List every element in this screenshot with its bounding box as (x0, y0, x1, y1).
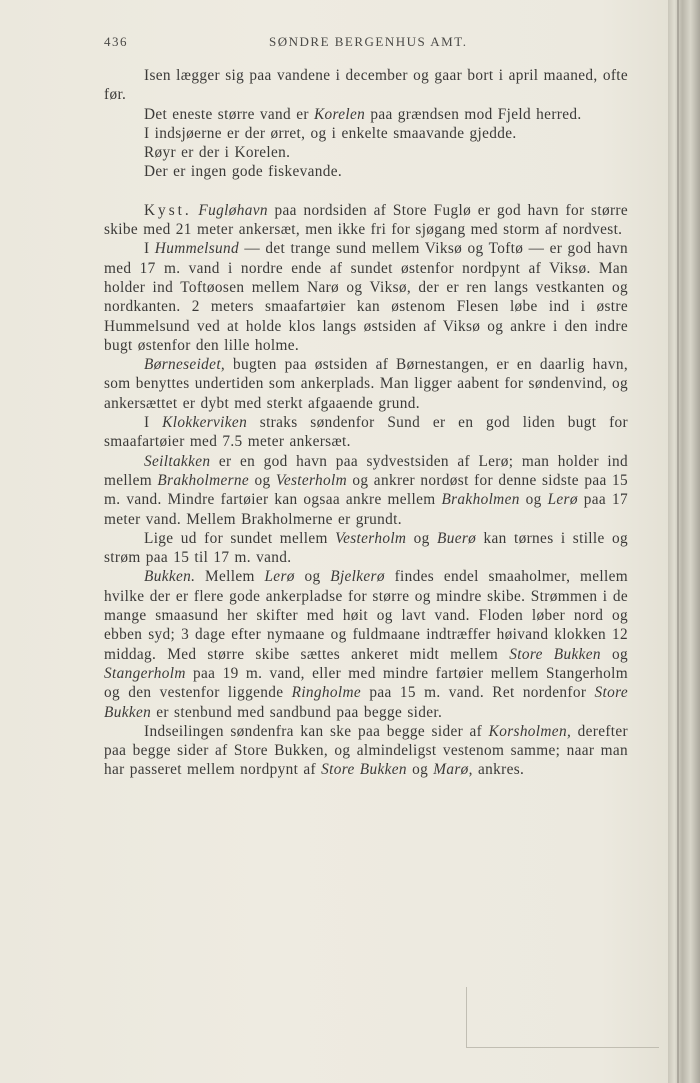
italic-place-name: Store Bukken (509, 645, 601, 663)
text-run: og (406, 761, 434, 779)
italic-place-name: Lerø (547, 491, 578, 509)
text-run: Mellem (195, 568, 265, 586)
spine-fold-line (677, 0, 679, 1083)
book-spine (668, 0, 700, 1083)
section-heading: Kyst. (144, 201, 192, 219)
text-run: straks søndenfor Sund er en god liden bugt for smaafartøier med 7.5 meter ankersæt. (104, 414, 628, 451)
paragraph-section-kyst (104, 201, 628, 240)
paragraph (104, 529, 628, 568)
paragraph (104, 413, 628, 452)
text-run: og (600, 645, 628, 663)
paragraph (104, 452, 628, 529)
text-run: og (519, 491, 548, 509)
italic-place-name: Vesterholm (335, 529, 407, 547)
italic-place-name: Lerø (264, 568, 295, 586)
italic-place-name: Korelen (313, 105, 366, 123)
text-run: er stenbund med sandbund paa begge sider. (151, 703, 443, 721)
text-run: Indseilingen søndenfra kan ske paa begge sider af (144, 722, 489, 740)
italic-place-name: Ringholme (291, 684, 362, 702)
text-run: og (294, 568, 331, 586)
text-run: Det eneste større vand er (144, 105, 314, 123)
italic-place-name: Buerø (437, 529, 477, 547)
italic-place-name: Klokkerviken (162, 414, 248, 432)
paragraph (104, 143, 628, 162)
text-run: findes endel smaaholmer, mellem hvilke der er flere gode ankerpladse for større og mindre skibe. Strømmen i de mange smaasund her skifter med høit og lavt vand. Floden løber nord og ebben syd; 3 dage efter nymaane og fuldmaane indtræffer høivand klokken 12 middag. Med større skibe sættes ankeret midt mellem (104, 568, 628, 663)
text-run: paa grændsen mod Fjeld herred. (365, 105, 582, 123)
italic-place-name: Marø, (433, 761, 473, 779)
text-run: Lige ud for sundet mellem (144, 529, 336, 547)
text-run: Isen lægger sig paa vandene i december og gaar bort i april maaned, ofte før. (104, 67, 628, 104)
paragraph (104, 567, 628, 721)
italic-place-name: Vesterholm (275, 471, 348, 489)
running-title: SØNDRE BERGENHUS AMT. (269, 34, 468, 49)
paragraph (104, 66, 628, 105)
italic-place-name: Fugløhavn (198, 201, 268, 219)
text-run: Røyr er der i Korelen. (144, 144, 291, 162)
text-run: Der er ingen gode fiskevande. (144, 163, 343, 181)
italic-place-name: Store Bukken (321, 761, 407, 779)
italic-place-name: Korsholmen, (488, 722, 572, 740)
paragraph (104, 124, 628, 143)
italic-place-name: Brakholmen (441, 491, 520, 509)
paragraph (104, 239, 628, 355)
paragraph (104, 105, 628, 124)
italic-place-name: Hummelsund (154, 240, 240, 258)
italic-place-name: Store Bukken (104, 684, 629, 721)
text-run: ankres. (472, 761, 525, 779)
paragraph (104, 722, 628, 780)
body-text (104, 66, 628, 780)
page-number: 436 (104, 34, 128, 49)
text-run: paa 15 m. vand. Ret nordenfor (361, 684, 595, 702)
text-run: I indsjøerne er der ørret, og i enkelte smaavande gjedde. (144, 124, 517, 142)
library-stamp-outline (466, 987, 659, 1048)
text-run: kan tørnes i stille og strøm paa 15 til 17 m. vand. (104, 529, 628, 567)
italic-place-name: Stangerholm (104, 664, 186, 682)
text-run: derefter paa begge sider af Store Bukken, og almindeligst vestenom samme; naar man har passeret mellem nordpynt af (104, 722, 628, 779)
text-run: I (144, 240, 155, 258)
italic-place-name: Bukken. (144, 568, 196, 586)
text-run: og (406, 529, 438, 547)
text-run: og ankrer nordøst for denne sidste paa 15 m. vand. Mindre fartøier kan ogsaa ankre mellem (104, 471, 628, 509)
page-header (104, 34, 630, 54)
paragraph (104, 355, 628, 413)
text-run: — det trange sund mellem Viksø og Toftø — er god havn med 17 m. vand i nordre ende af sundet østenfor nordpynt af Viksø. Man holder ind Toftøosen mellem Narø og Viksø, der er ren langs vestkanten og nordkanten. 2 meters smaafartøier kan østenom Flesen løbe ind i østre Hummelsund ved at holde klos langs østsiden af Viksø og ankre i den indre bugt østenfor den lille holme. (104, 240, 628, 354)
text-run: paa nordsiden af Store Fuglø er god havn for større skibe med 21 meter ankersæt, men ikke fri for sjøgang med storm af nordvest. (104, 201, 628, 239)
text-run: paa 17 meter vand. Mellem Brakholmerne er grundt. (104, 491, 628, 528)
text-run: og (249, 471, 276, 489)
italic-place-name: Bjelkerø (330, 568, 385, 586)
italic-place-name: Brakholmerne (157, 471, 250, 489)
italic-place-name: Seiltakken (144, 452, 211, 470)
italic-place-name: Børneseidet, (144, 356, 226, 374)
text-run: er en god havn paa sydvestsiden af Lerø; man holder ind mellem (104, 452, 628, 489)
text-run: paa 19 m. vand, eller med mindre fartøier mellem Stangerholm og den vestenfor liggende (104, 664, 628, 702)
text-run: I (144, 414, 163, 432)
text-run: bugten paa østsiden af Børnestangen, er en daarlig havn, som benyttes undertiden som ankerplads. Man ligger aabent for søndenvind, og ankersættet er dybt med sterkt afgaaende grund. (104, 356, 628, 412)
paragraph (104, 162, 628, 181)
